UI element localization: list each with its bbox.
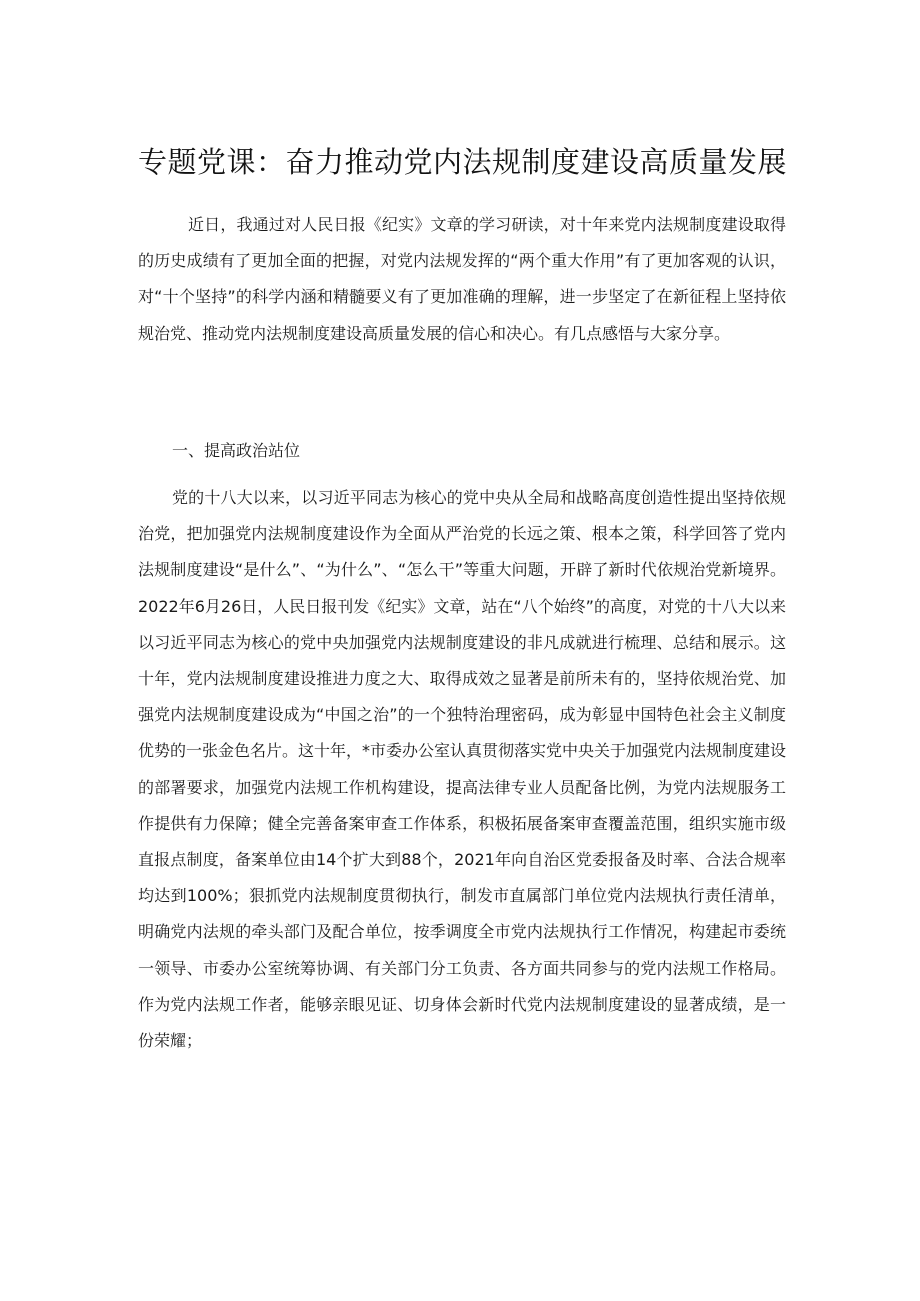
section-heading: 一、提高政治站位 [172, 441, 301, 460]
intro-paragraph: 近日，我通过对人民日报《纪实》文章的学习研读，对十年来党内法规制度建设取得的历史成绩有了更加全面的把握，对党内法规发挥的“两个重大作用”有了更加客观的认识，对“十个坚持”的科学内涵和精髓要义有了更加准确的理解，进一步坚定了在新征程上坚持依规治党、推动党内法规制度建设高质量发展的信心和决心。有几点感悟与大家分享。 [138, 215, 786, 343]
document-title: 专题党课：奋力推动党内法规制度建设高质量发展 [138, 145, 788, 179]
section-paragraph: 党的十八大以来，以习近平同志为核心的党中央从全局和战略高度创造性提出坚持依规治党，把加强党内法规制度建设作为全面从严治党的长远之策、根本之策，科学回答了党内法规制度建设“是什么”、“为什么”、“怎么干”等重大问题，开辟了新时代依规治党新境界。2022年6月26日，人民日报刊发《纪实》文章，站在“八个始终”的高度，对党的十八大以来以习近平同志为核心的党中央加强党内法规制度建设的非凡成就进行梳理、总结和展示。这十年，党内法规制度建设推进力度之大、取得成效之显著是前所未有的，坚持依规治党、加强党内法规制度建设成为“中国之治”的一个独特治理密码，成为彰显中国特色社会主义制度优势的一张金色名片。这十年，*市委办公室认真贯彻落实党中央关于加强党内法规制度建设的部署要求，加强党内法规工作机构建设，提高法律专业人员配备比例，为党内法规服务工作提供有力保障；健全完善备案审查工作体系，积极拓展备案审查覆盖范围，组织实施市级直报点制度，备案单位由14个扩大到88个，2021年向自治区党委报备及时率、合法合规率均达到100%；狠抓党内法规制度贯彻执行，制发市直属部门单位党内法规执行责任清单，明确党内法规的牵头部门及配合单位，按季调度全市党内法规执行工作情况，构建起市委统一领导、市委办公室统筹协调、有关部门分工负责、各方面共同参与的党内法规工作格局。作为党内法规工作者，能够亲眼见证、切身体会新时代党内法规制度建设的显著成绩，是一份荣耀； [138, 488, 787, 1051]
